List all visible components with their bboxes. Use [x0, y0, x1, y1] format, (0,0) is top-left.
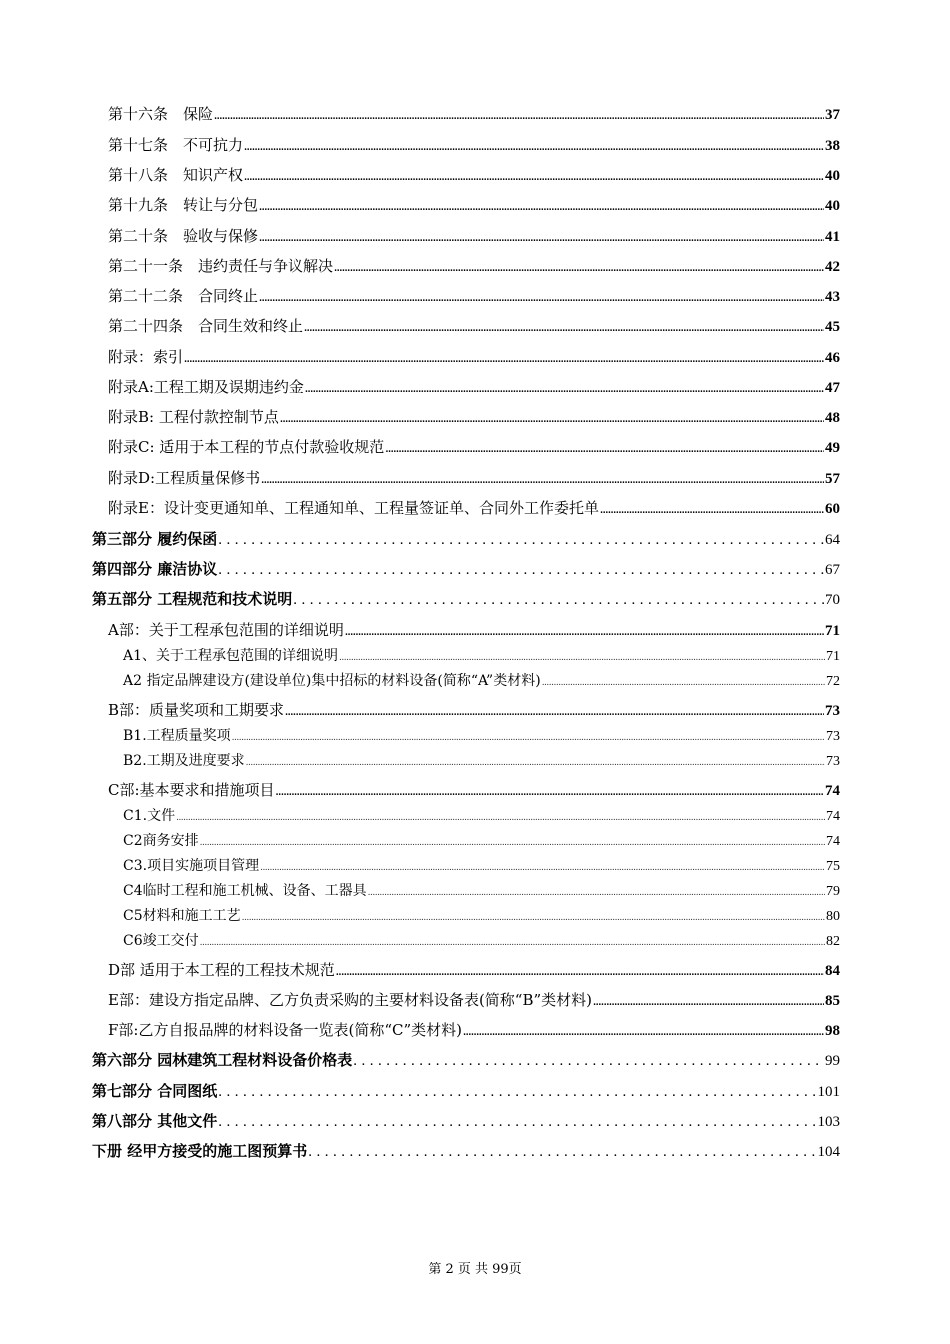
toc-entry-page: 71	[825, 623, 840, 639]
toc-subentry[interactable]	[123, 805, 840, 825]
toc-entry-page: 74	[825, 783, 840, 799]
toc-entry[interactable]	[108, 467, 840, 488]
toc-entry-page: 47	[825, 380, 840, 396]
toc-leader-dots	[259, 234, 824, 244]
toc-entry-title: C部:基本要求和措施项目	[108, 781, 275, 799]
toc-leader-dots	[200, 838, 825, 848]
toc-entry-page: 73	[826, 754, 840, 769]
toc-entry-title: F部:乙方自报品牌的材料设备一览表(简称“C”类材料)	[108, 1021, 462, 1039]
toc-leader-dots	[218, 1084, 816, 1101]
toc-subentry[interactable]	[123, 905, 840, 925]
toc-entry-title: C2商务安排	[123, 833, 199, 849]
toc-entry-page: 41	[825, 229, 840, 245]
toc-entry-page: 49	[825, 440, 840, 456]
toc-entry-title: 第十七条 不可抗力	[108, 136, 244, 154]
toc-leader-dots	[280, 415, 824, 425]
toc-subentry[interactable]	[123, 645, 840, 665]
toc-leader-dots	[246, 758, 825, 768]
toc-entry[interactable]	[108, 779, 840, 800]
toc-leader-dots	[293, 592, 824, 609]
toc-leader-dots	[244, 143, 824, 153]
toc-leader-dots	[345, 628, 824, 638]
toc-leader-dots	[542, 678, 825, 688]
toc-entry-page: 71	[826, 649, 840, 664]
toc-entry[interactable]	[108, 255, 840, 276]
toc-entry-page: 85	[825, 993, 840, 1009]
toc-entry-page: 84	[825, 963, 840, 979]
toc-leader-dots	[305, 385, 824, 395]
toc-entry-title: 下册 经甲方接受的施工图预算书	[92, 1142, 308, 1160]
toc-leader-dots	[214, 112, 824, 122]
toc-entry[interactable]	[108, 959, 840, 980]
toc-entry-title: 第六部分 园林建筑工程材料设备价格表	[92, 1051, 353, 1069]
toc-entry-page: 79	[826, 884, 840, 899]
toc-leader-dots	[184, 355, 824, 365]
toc-subentry[interactable]	[123, 830, 840, 850]
toc-entry-title: D部 适用于本工程的工程技术规范	[108, 961, 335, 979]
toc-entry[interactable]	[108, 436, 840, 457]
toc-entry-title: 附录A:工程工期及误期违约金	[108, 378, 304, 396]
toc-leader-dots	[353, 1053, 824, 1070]
toc-leader-dots	[336, 968, 824, 978]
toc-entry[interactable]	[108, 497, 840, 518]
toc-leader-dots	[218, 532, 824, 549]
toc-entry-title: 第七部分 合同图纸	[92, 1082, 218, 1100]
toc-entry-title: C3.项目实施项目管理	[123, 858, 260, 874]
toc-subentry[interactable]	[123, 880, 840, 900]
toc-leader-dots	[232, 733, 825, 743]
toc-entry-page: 74	[826, 834, 840, 849]
toc-leader-dots	[463, 1028, 824, 1038]
toc-entry-title: 第八部分 其他文件	[92, 1112, 218, 1130]
toc-entry-title: 附录E：设计变更通知单、工程通知单、工程量签证单、合同外工作委托单	[108, 499, 599, 517]
toc-entry[interactable]	[108, 346, 840, 367]
toc-entry-page: 57	[825, 471, 840, 487]
toc-entry[interactable]	[108, 285, 840, 306]
toc-entry-title: A1、关于工程承包范围的详细说明	[123, 648, 339, 664]
toc-leader-dots	[260, 863, 825, 873]
toc-entry[interactable]	[108, 406, 840, 427]
toc-entry-title: 第二十二条 合同终止	[108, 287, 259, 305]
toc-leader-dots	[600, 506, 824, 516]
toc-entry[interactable]	[108, 1019, 840, 1040]
toc-entry-page: 80	[826, 909, 840, 924]
toc-subentry[interactable]	[123, 670, 840, 690]
toc-part-entry[interactable]	[92, 528, 840, 549]
toc-entry-page: 42	[825, 259, 840, 275]
toc-entry-page: 46	[825, 350, 840, 366]
toc-part-entry[interactable]	[92, 1080, 840, 1101]
toc-entry-title: 第二十条 验收与保修	[108, 227, 259, 245]
toc-entry-title: B2.工期及进度要求	[123, 753, 245, 769]
toc-entry-page: 38	[825, 138, 840, 154]
toc-entry-title: 第三部分 履约保函	[92, 530, 218, 548]
toc-entry-page: 75	[826, 859, 840, 874]
toc-leader-dots	[285, 708, 824, 718]
toc-leader-dots	[218, 562, 824, 579]
toc-leader-dots	[339, 653, 825, 663]
toc-leader-dots	[261, 476, 824, 486]
toc-entry-title: C1.文件	[123, 808, 176, 824]
toc-entry-title: 附录C: 适用于本工程的节点付款验收规范	[108, 438, 385, 456]
toc-leader-dots	[276, 788, 824, 798]
toc-entry-page: 99	[825, 1053, 840, 1069]
toc-entry[interactable]	[108, 164, 840, 185]
toc-subentry[interactable]	[123, 725, 840, 745]
toc-entry-page: 48	[825, 410, 840, 426]
toc-entry-page: 45	[825, 319, 840, 335]
toc-entry-title: B1.工程质量奖项	[123, 728, 231, 744]
toc-entry-page: 74	[826, 809, 840, 824]
toc-entry-page: 98	[825, 1023, 840, 1039]
toc-entry-title: 第二十四条 合同生效和终止	[108, 317, 304, 335]
toc-entry-title: B部：质量奖项和工期要求	[108, 701, 285, 719]
toc-part-entry[interactable]	[92, 1140, 840, 1161]
toc-entry-page: 72	[826, 674, 840, 689]
toc-part-entry[interactable]	[92, 1110, 840, 1131]
toc-entry-title: A2 指定品牌建设方(建设单位)集中招标的材料设备(简称“A”类材料)	[123, 673, 541, 689]
toc-leader-dots	[385, 445, 824, 455]
toc-entry-page: 70	[825, 592, 840, 608]
toc-entry-page: 103	[817, 1114, 840, 1130]
toc-entry[interactable]	[108, 134, 840, 155]
toc-entry-page: 40	[825, 198, 840, 214]
toc-leader-dots	[308, 1144, 816, 1161]
toc-part-entry[interactable]	[92, 1049, 840, 1070]
toc-entry[interactable]	[108, 619, 840, 640]
toc-leader-dots	[259, 203, 824, 213]
toc-subentry[interactable]	[123, 855, 840, 875]
toc-leader-dots	[218, 1114, 816, 1131]
toc-leader-dots	[368, 888, 825, 898]
toc-entry-title: 第十八条 知识产权	[108, 166, 244, 184]
toc-leader-dots	[334, 264, 824, 274]
toc-entry-page: 64	[825, 532, 840, 548]
toc-entry-title: C4临时工程和施工机械、设备、工器具	[123, 883, 367, 899]
toc-entry-title: C5材料和施工工艺	[123, 908, 241, 924]
toc-leader-dots	[242, 913, 825, 923]
toc-entry-title: 附录：索引	[108, 348, 184, 366]
toc-entry-title: 第四部分 廉洁协议	[92, 560, 218, 578]
toc-entry-title: A部：关于工程承包范围的详细说明	[108, 621, 344, 639]
toc-entry-title: C6竣工交付	[123, 933, 199, 949]
toc-entry-title: 第十六条 保险	[108, 105, 214, 123]
toc-entry-page: 82	[826, 934, 840, 949]
toc-entry-title: E部：建设方指定品牌、乙方负责采购的主要材料设备表(简称“B”类材料)	[108, 991, 593, 1009]
toc-entry[interactable]	[108, 315, 840, 336]
toc-leader-dots	[200, 938, 825, 948]
toc-entry-page: 43	[825, 289, 840, 305]
toc-entry-page: 104	[817, 1144, 840, 1160]
toc-part-entry[interactable]	[92, 588, 840, 609]
toc-entry-title: 附录B: 工程付款控制节点	[108, 408, 279, 426]
toc-part-entry[interactable]	[92, 558, 840, 579]
toc-entry[interactable]	[108, 103, 840, 124]
toc-entry-title: 附录D:工程质量保修书	[108, 469, 261, 487]
toc-entry-page: 37	[825, 107, 840, 123]
toc-entry-page: 40	[825, 168, 840, 184]
toc-entry[interactable]	[108, 989, 840, 1010]
toc-entry-page: 101	[817, 1084, 840, 1100]
toc-entry-title: 第十九条 转让与分包	[108, 196, 259, 214]
toc-leader-dots	[593, 998, 824, 1008]
toc-entry-page: 73	[825, 703, 840, 719]
toc-entry[interactable]	[108, 699, 840, 720]
toc-leader-dots	[176, 813, 825, 823]
toc-entry-page: 67	[825, 562, 840, 578]
toc-leader-dots	[259, 294, 824, 304]
toc-entry-page: 73	[826, 729, 840, 744]
toc-subentry[interactable]	[123, 750, 840, 770]
toc-leader-dots	[244, 173, 824, 183]
toc-entry-title: 第二十一条 违约责任与争议解决	[108, 257, 334, 275]
toc-subentry[interactable]	[123, 930, 840, 950]
page-footer: 第 2 页 共 99页	[428, 1262, 522, 1277]
toc-entry-title: 第五部分 工程规范和技术说明	[92, 590, 293, 608]
toc-entry[interactable]	[108, 225, 840, 246]
toc-entry-page: 60	[825, 501, 840, 517]
toc-entry[interactable]	[108, 376, 840, 397]
toc-leader-dots	[304, 324, 824, 334]
toc-entry[interactable]	[108, 194, 840, 215]
